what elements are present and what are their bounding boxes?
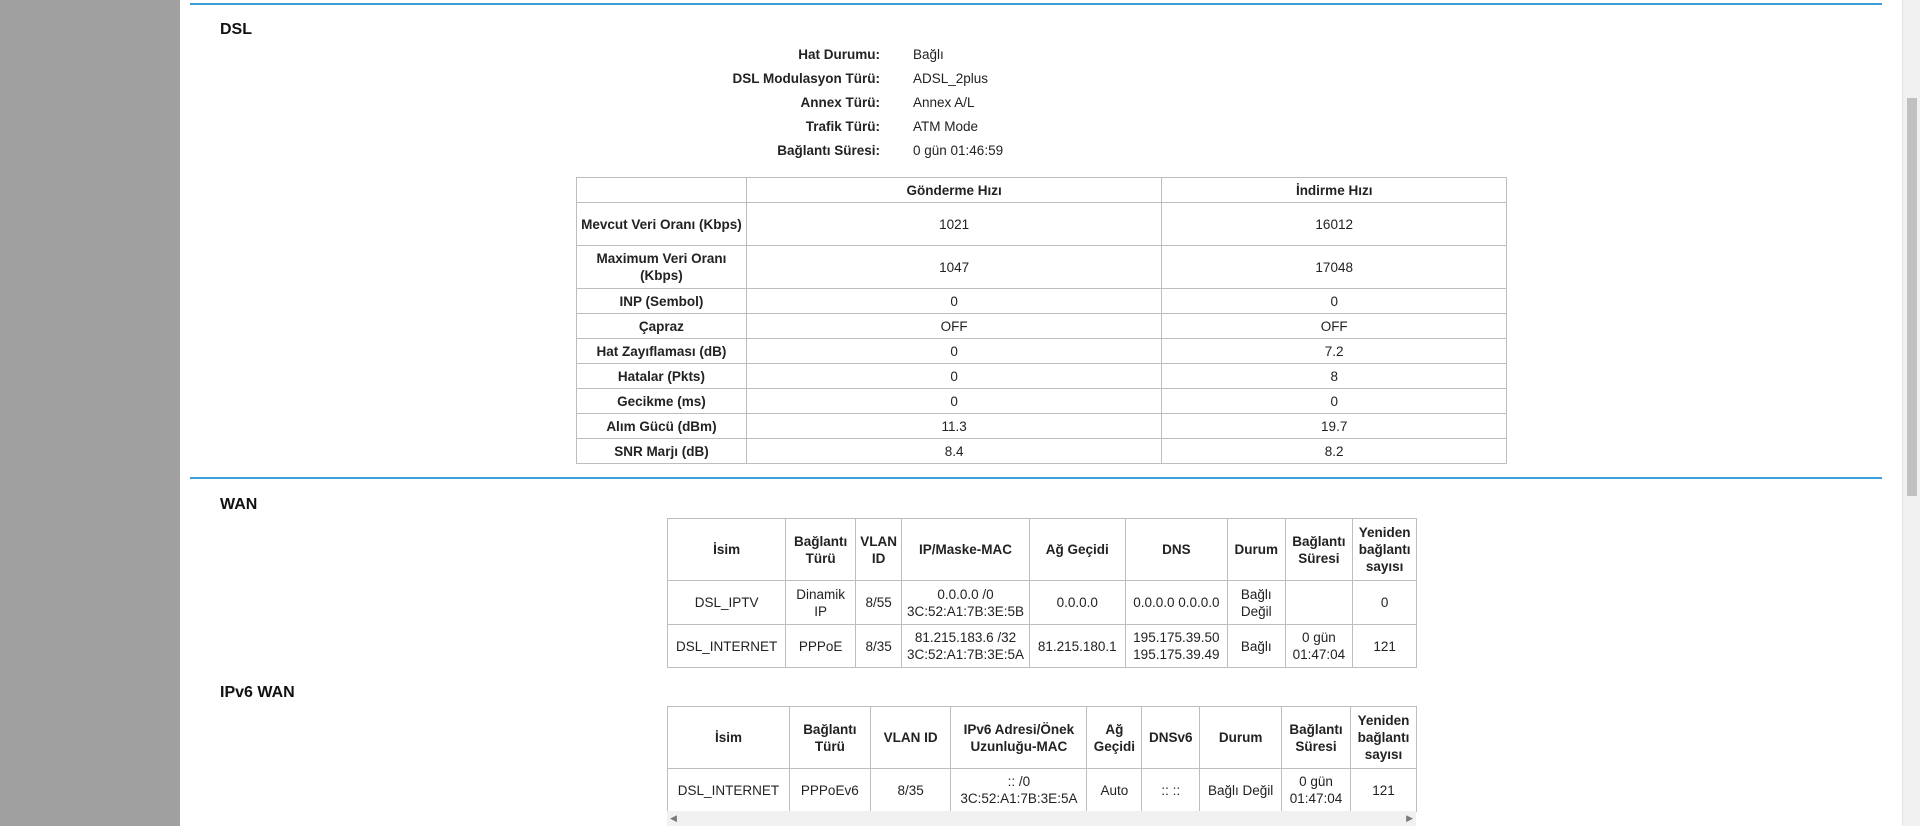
status-row-uptime xyxy=(180,139,1004,163)
table-header: VLAN ID xyxy=(856,519,902,581)
cell-upstream: 1047 xyxy=(746,246,1162,289)
table-header: VLAN ID xyxy=(870,707,951,769)
wan-section-title: WAN xyxy=(220,496,258,513)
cell-downstream: 19.7 xyxy=(1162,414,1507,439)
cell-upstream: 11.3 xyxy=(746,414,1162,439)
table-header: Bağlantı Süresi xyxy=(1282,707,1351,769)
table-header: Ağ Geçidi xyxy=(1087,707,1142,769)
cell-downstream: 16012 xyxy=(1162,203,1507,246)
cell-gateway: Auto xyxy=(1087,769,1142,812)
cell-uptime xyxy=(1285,581,1353,625)
cell-downstream: 8.2 xyxy=(1162,439,1507,464)
cell-downstream: 0 xyxy=(1162,389,1507,414)
cell-upstream: 0 xyxy=(746,364,1162,389)
table-header-row xyxy=(577,178,1507,203)
status-row-line-state xyxy=(180,43,980,67)
cell-ip: 81.215.183.6 /32 xyxy=(914,630,1017,645)
row-label: Hat Zayıflaması (dB) xyxy=(577,339,747,364)
row-label: Gecikme (ms) xyxy=(577,389,747,414)
table-row xyxy=(577,389,1507,414)
section-divider-wan xyxy=(190,477,1882,479)
cell-type: PPPoEv6 xyxy=(789,769,870,812)
cell-name: DSL_INTERNET xyxy=(668,625,786,668)
table-header: DNSv6 xyxy=(1142,707,1200,769)
scroll-left-icon[interactable]: ◀ xyxy=(670,813,677,823)
cell-ipv6-mac xyxy=(951,769,1087,812)
status-label: Hat Durumu: xyxy=(798,47,880,62)
row-label: Hatalar (Pkts) xyxy=(577,364,747,389)
cell-upstream: 1021 xyxy=(746,203,1162,246)
status-row-annex xyxy=(180,91,980,115)
status-value: Annex A/L xyxy=(913,95,975,110)
cell-vlan: 8/35 xyxy=(870,769,951,812)
table-row xyxy=(577,339,1507,364)
table-row xyxy=(577,414,1507,439)
table-row xyxy=(668,581,1417,625)
row-label: Maximum Veri Oranı (Kbps) xyxy=(577,246,747,289)
cell-ip-mac xyxy=(902,625,1029,668)
table-row xyxy=(577,364,1507,389)
status-value: ADSL_2plus xyxy=(913,71,989,86)
cell-ip-mac xyxy=(902,581,1029,625)
cell-vlan: 8/35 xyxy=(856,625,902,668)
cell-uptime: 0 gün 01:47:04 xyxy=(1285,625,1353,668)
cell-downstream: 0 xyxy=(1162,289,1507,314)
table-row xyxy=(577,439,1507,464)
cell-dns: 0.0.0.0 0.0.0.0 xyxy=(1125,581,1227,625)
row-label: INP (Sembol) xyxy=(577,289,747,314)
cell-status: Bağlı Değil xyxy=(1227,581,1285,625)
cell-downstream: OFF xyxy=(1162,314,1507,339)
status-row-traffic xyxy=(180,115,980,139)
cell-dns: :: :: xyxy=(1142,769,1200,812)
cell-upstream: 0 xyxy=(746,289,1162,314)
cell-mac: 3C:52:A1:7B:3E:5A xyxy=(960,791,1078,806)
scroll-right-icon[interactable]: ▶ xyxy=(1406,813,1413,823)
table-header: Bağlantı Türü xyxy=(789,707,870,769)
table-header xyxy=(577,178,747,203)
cell-reconnects: 121 xyxy=(1350,769,1416,812)
cell-downstream: 17048 xyxy=(1162,246,1507,289)
row-label: Alım Gücü (dBm) xyxy=(577,414,747,439)
table-header: Yeniden bağlantı sayısı xyxy=(1353,519,1417,581)
section-divider-top xyxy=(190,3,1882,5)
table-header: Bağlantı Süresi xyxy=(1285,519,1353,581)
cell-type: Dinamik IP xyxy=(786,581,856,625)
table-header: IPv6 Adresi/Önek Uzunluğu-MAC xyxy=(951,707,1087,769)
table-header-upstream: Gönderme Hızı xyxy=(746,178,1162,203)
table-header-row xyxy=(668,707,1417,769)
ipv6-wan-table xyxy=(667,706,1417,812)
table-header: Yeniden bağlantı sayısı xyxy=(1350,707,1416,769)
status-label: Annex Türü: xyxy=(800,95,880,110)
cell-ipv6-address: :: /0 xyxy=(1007,774,1031,789)
cell-mac: 3C:52:A1:7B:3E:5B xyxy=(906,603,1025,619)
table-header: İsim xyxy=(668,519,786,581)
page-gutter xyxy=(0,0,180,826)
cell-upstream: OFF xyxy=(746,314,1162,339)
table-row xyxy=(668,769,1417,812)
dsl-rate-table xyxy=(576,177,1507,464)
dsl-section-title: DSL xyxy=(220,21,252,38)
ipv6-table-horizontal-scrollbar[interactable] xyxy=(667,811,1416,826)
cell-status: Bağlı Değil xyxy=(1200,769,1282,812)
status-value: Bağlı xyxy=(913,47,944,62)
cell-name: DSL_INTERNET xyxy=(668,769,790,812)
wan-table xyxy=(667,518,1417,668)
table-row xyxy=(577,289,1507,314)
cell-upstream: 8.4 xyxy=(746,439,1162,464)
table-header: Durum xyxy=(1200,707,1282,769)
row-label: Mevcut Veri Oranı (Kbps) xyxy=(577,203,747,246)
status-label: Trafik Türü: xyxy=(805,119,880,134)
table-header: İsim xyxy=(668,707,790,769)
table-row xyxy=(668,625,1417,668)
cell-uptime: 0 gün 01:47:04 xyxy=(1282,769,1351,812)
row-label: Çapraz xyxy=(577,314,747,339)
cell-reconnects: 0 xyxy=(1353,581,1417,625)
status-label: DSL Modulasyon Türü: xyxy=(732,71,880,86)
table-header: IP/Maske-MAC xyxy=(902,519,1029,581)
cell-upstream: 0 xyxy=(746,339,1162,364)
table-header-downstream: İndirme Hızı xyxy=(1162,178,1507,203)
table-row xyxy=(577,203,1507,246)
table-header: Ağ Geçidi xyxy=(1029,519,1125,581)
cell-type: PPPoE xyxy=(786,625,856,668)
row-label: SNR Marjı (dB) xyxy=(577,439,747,464)
cell-downstream: 8 xyxy=(1162,364,1507,389)
cell-name: DSL_IPTV xyxy=(668,581,786,625)
cell-ip: 0.0.0.0 /0 xyxy=(937,586,994,602)
table-row xyxy=(577,246,1507,289)
cell-vlan: 8/55 xyxy=(856,581,902,625)
table-header: Durum xyxy=(1227,519,1285,581)
cell-dns-secondary: 195.175.39.49 xyxy=(1133,647,1220,662)
status-value: ATM Mode xyxy=(913,119,979,134)
status-value: 0 gün 01:46:59 xyxy=(913,143,1004,158)
page-vertical-scrollbar[interactable] xyxy=(1902,0,1920,826)
cell-dns-primary: 195.175.39.50 xyxy=(1133,630,1220,645)
table-header: Bağlantı Türü xyxy=(786,519,856,581)
table-header: DNS xyxy=(1125,519,1227,581)
scrollbar-thumb[interactable] xyxy=(1907,98,1917,496)
cell-reconnects: 121 xyxy=(1353,625,1417,668)
status-row-modulation xyxy=(180,67,989,91)
table-row xyxy=(577,314,1507,339)
status-label: Bağlantı Süresi: xyxy=(777,143,880,158)
cell-upstream: 0 xyxy=(746,389,1162,414)
cell-gateway: 81.215.180.1 xyxy=(1029,625,1125,668)
cell-mac: 3C:52:A1:7B:3E:5A xyxy=(906,647,1025,662)
cell-gateway: 0.0.0.0 xyxy=(1029,581,1125,625)
cell-status: Bağlı xyxy=(1227,625,1285,668)
cell-dns xyxy=(1125,625,1227,668)
status-page xyxy=(180,0,1902,826)
table-header-row xyxy=(668,519,1417,581)
cell-downstream: 7.2 xyxy=(1162,339,1507,364)
ipv6-wan-section-title: IPv6 WAN xyxy=(220,684,295,701)
